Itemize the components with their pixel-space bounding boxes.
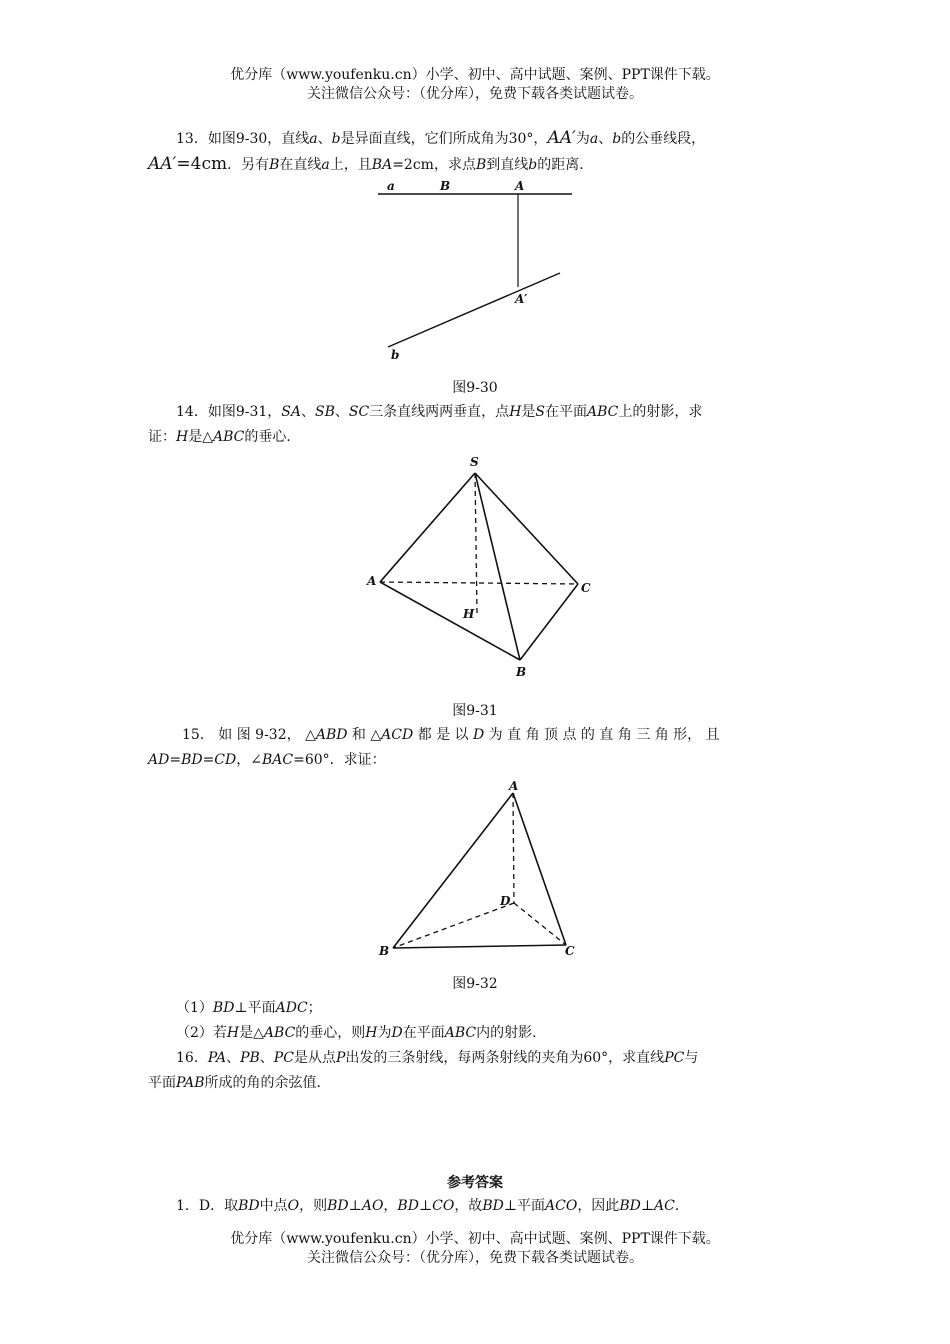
label-B: B bbox=[516, 665, 527, 679]
question-14: 14．如图9-31，SA、SB、SC三条直线两两垂直，点H是S在平面ABC上的射影，求 证：H是△ABC的垂心． bbox=[148, 404, 703, 445]
page-header-line1: 优分库（www.youfenku.cn）小学、初中、高中试题、案例、PPT课件下载。 bbox=[230, 67, 720, 83]
question-13: 13．如图9-30，直线a、b是异面直线，它们所成角为30°，AA′为a、b的公垂线段， AA′=4cm．另有B在直线a上，且BA=2cm，求点B到直线b的距离． bbox=[148, 128, 706, 174]
line-b bbox=[388, 273, 560, 347]
question-15: 15． 如 图 9-32， △ABD 和 △ACD 都 是 以 D 为 直 角 顶 点 的 直 角 三 角 形， 且 AD=BD=CD，∠BAC=60°．求证： bbox=[148, 727, 720, 768]
caption-9-32: 图9-32 bbox=[452, 976, 498, 992]
label-A-prime: A′ bbox=[515, 292, 528, 306]
figure-9-30 bbox=[370, 175, 580, 365]
edge-AC-hidden bbox=[380, 582, 578, 584]
answer-1: 1．D．取BD中点O，则BD⊥AO，BD⊥CO，故BD⊥平面ACO，因此BD⊥AC． bbox=[176, 1198, 689, 1214]
question-15-part-1: （1）BD⊥平面ADC； bbox=[176, 1000, 322, 1016]
caption-9-31: 图9-31 bbox=[452, 703, 498, 719]
caption-9-30: 图9-30 bbox=[452, 380, 498, 396]
page-header-line2: 关注微信公众号：（优分库），免费下载各类试题试卷。 bbox=[307, 86, 643, 102]
answers-title: 参考答案 bbox=[447, 1175, 503, 1191]
label-a: a bbox=[387, 179, 395, 193]
label-D: D bbox=[500, 894, 511, 908]
label-C: C bbox=[581, 581, 591, 595]
question-16: 16．PA、PB、PC是从点P出发的三条射线，每两条射线的夹角为60°，求直线PC与 平面PAB所成的角的余弦值． bbox=[148, 1050, 699, 1091]
figure-9-32 bbox=[370, 775, 590, 965]
edge-AD-hidden bbox=[513, 793, 514, 903]
label-S: S bbox=[470, 455, 479, 469]
edge-SB bbox=[475, 473, 520, 660]
label-A: A bbox=[515, 179, 525, 193]
page-footer-line2: 关注微信公众号：（优分库），免费下载各类试题试卷。 bbox=[307, 1250, 643, 1266]
label-B: B bbox=[379, 944, 390, 958]
edge-AC bbox=[513, 793, 566, 945]
label-B: B bbox=[440, 179, 451, 193]
edge-BC bbox=[393, 945, 566, 948]
question-15-part-2: （2）若H是△ABC的垂心，则H为D在平面ABC内的射影． bbox=[176, 1025, 547, 1041]
edge-CB bbox=[520, 584, 578, 660]
edge-AB bbox=[393, 793, 513, 948]
label-H: H bbox=[463, 607, 475, 621]
edge-SA bbox=[380, 473, 475, 582]
page-footer-line1: 优分库（www.youfenku.cn）小学、初中、高中试题、案例、PPT课件下载。 bbox=[230, 1231, 720, 1247]
segment-SH-hidden bbox=[475, 473, 477, 613]
label-A: A bbox=[367, 574, 377, 588]
label-A: A bbox=[509, 779, 519, 793]
edge-AB bbox=[380, 582, 520, 660]
edge-SC bbox=[475, 473, 578, 584]
label-b: b bbox=[391, 348, 400, 362]
label-C: C bbox=[565, 944, 575, 958]
figure-9-31 bbox=[360, 450, 600, 685]
